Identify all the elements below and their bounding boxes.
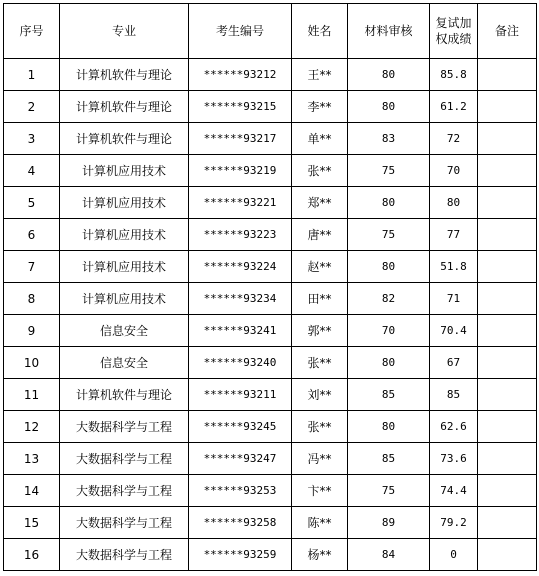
cell-review: 80	[348, 347, 430, 379]
cell-name: 郑**	[292, 187, 348, 219]
header-name: 姓名	[292, 4, 348, 59]
cell-major: 信息安全	[60, 315, 189, 347]
cell-major: 大数据科学与工程	[60, 443, 189, 475]
cell-remark	[478, 539, 537, 571]
cell-seq: 2	[4, 91, 60, 123]
header-major: 专业	[60, 4, 189, 59]
cell-exam-id: ******93223	[189, 219, 292, 251]
cell-seq: 11	[4, 379, 60, 411]
cell-remark	[478, 347, 537, 379]
cell-major: 计算机软件与理论	[60, 123, 189, 155]
cell-seq: 13	[4, 443, 60, 475]
cell-major: 计算机软件与理论	[60, 91, 189, 123]
cell-review: 89	[348, 507, 430, 539]
cell-seq: 8	[4, 283, 60, 315]
cell-exam-id: ******93219	[189, 155, 292, 187]
cell-remark	[478, 411, 537, 443]
cell-name: 杨**	[292, 539, 348, 571]
cell-remark	[478, 155, 537, 187]
cell-remark	[478, 59, 537, 91]
cell-score: 74.4	[430, 475, 478, 507]
header-score: 复试加权成绩	[430, 4, 478, 59]
cell-score: 77	[430, 219, 478, 251]
table-row	[4, 59, 537, 91]
table-row	[4, 219, 537, 251]
cell-review: 75	[348, 475, 430, 507]
cell-major: 信息安全	[60, 347, 189, 379]
cell-review: 84	[348, 539, 430, 571]
cell-seq: 14	[4, 475, 60, 507]
header-seq: 序号	[4, 4, 60, 59]
cell-score: 62.6	[430, 411, 478, 443]
cell-exam-id: ******93212	[189, 59, 292, 91]
cell-remark	[478, 251, 537, 283]
cell-score: 85	[430, 379, 478, 411]
cell-name: 刘**	[292, 379, 348, 411]
table-row	[4, 475, 537, 507]
cell-name: 郭**	[292, 315, 348, 347]
cell-score: 85.8	[430, 59, 478, 91]
cell-exam-id: ******93234	[189, 283, 292, 315]
cell-exam-id: ******93258	[189, 507, 292, 539]
header-exam-id: 考生编号	[189, 4, 292, 59]
cell-score: 71	[430, 283, 478, 315]
table-row	[4, 347, 537, 379]
cell-exam-id: ******93253	[189, 475, 292, 507]
table-row	[4, 411, 537, 443]
cell-major: 计算机应用技术	[60, 155, 189, 187]
cell-major: 计算机应用技术	[60, 283, 189, 315]
table-row	[4, 507, 537, 539]
cell-exam-id: ******93211	[189, 379, 292, 411]
cell-name: 李**	[292, 91, 348, 123]
cell-major: 计算机软件与理论	[60, 59, 189, 91]
cell-review: 80	[348, 91, 430, 123]
cell-remark	[478, 507, 537, 539]
cell-review: 85	[348, 379, 430, 411]
cell-seq: 7	[4, 251, 60, 283]
cell-exam-id: ******93217	[189, 123, 292, 155]
cell-seq: 4	[4, 155, 60, 187]
cell-exam-id: ******93240	[189, 347, 292, 379]
cell-name: 田**	[292, 283, 348, 315]
cell-major: 计算机应用技术	[60, 187, 189, 219]
cell-seq: 10	[4, 347, 60, 379]
cell-score: 80	[430, 187, 478, 219]
cell-score: 70.4	[430, 315, 478, 347]
cell-exam-id: ******93215	[189, 91, 292, 123]
table-row	[4, 539, 537, 571]
header-remark: 备注	[478, 4, 537, 59]
cell-name: 张**	[292, 155, 348, 187]
cell-seq: 16	[4, 539, 60, 571]
cell-major: 大数据科学与工程	[60, 411, 189, 443]
cell-exam-id: ******93224	[189, 251, 292, 283]
cell-seq: 15	[4, 507, 60, 539]
cell-seq: 9	[4, 315, 60, 347]
cell-review: 82	[348, 283, 430, 315]
cell-remark	[478, 315, 537, 347]
cell-name: 冯**	[292, 443, 348, 475]
cell-remark	[478, 187, 537, 219]
cell-seq: 5	[4, 187, 60, 219]
cell-review: 80	[348, 411, 430, 443]
header-row	[4, 4, 537, 59]
cell-seq: 1	[4, 59, 60, 91]
cell-major: 计算机应用技术	[60, 251, 189, 283]
cell-score: 79.2	[430, 507, 478, 539]
cell-score: 72	[430, 123, 478, 155]
cell-remark	[478, 219, 537, 251]
cell-review: 85	[348, 443, 430, 475]
cell-name: 陈**	[292, 507, 348, 539]
cell-name: 单**	[292, 123, 348, 155]
cell-review: 70	[348, 315, 430, 347]
cell-major: 大数据科学与工程	[60, 539, 189, 571]
header-review: 材料审核	[348, 4, 430, 59]
cell-score: 70	[430, 155, 478, 187]
table-row	[4, 379, 537, 411]
cell-remark	[478, 91, 537, 123]
cell-major: 计算机软件与理论	[60, 379, 189, 411]
results-table	[3, 3, 537, 571]
cell-seq: 3	[4, 123, 60, 155]
cell-score: 61.2	[430, 91, 478, 123]
cell-remark	[478, 123, 537, 155]
cell-remark	[478, 379, 537, 411]
table-row	[4, 315, 537, 347]
cell-exam-id: ******93241	[189, 315, 292, 347]
cell-exam-id: ******93245	[189, 411, 292, 443]
cell-major: 大数据科学与工程	[60, 475, 189, 507]
cell-name: 唐**	[292, 219, 348, 251]
cell-review: 80	[348, 59, 430, 91]
table-row	[4, 251, 537, 283]
cell-score: 51.8	[430, 251, 478, 283]
table-row	[4, 91, 537, 123]
table-row	[4, 155, 537, 187]
cell-remark	[478, 283, 537, 315]
cell-remark	[478, 475, 537, 507]
cell-name: 王**	[292, 59, 348, 91]
cell-score: 67	[430, 347, 478, 379]
table-row	[4, 123, 537, 155]
cell-score: 0	[430, 539, 478, 571]
cell-name: 张**	[292, 347, 348, 379]
cell-name: 张**	[292, 411, 348, 443]
cell-review: 83	[348, 123, 430, 155]
cell-major: 计算机应用技术	[60, 219, 189, 251]
cell-exam-id: ******93259	[189, 539, 292, 571]
cell-review: 75	[348, 219, 430, 251]
table-row	[4, 283, 537, 315]
cell-exam-id: ******93221	[189, 187, 292, 219]
table-body	[4, 59, 537, 571]
cell-score: 73.6	[430, 443, 478, 475]
cell-name: 赵**	[292, 251, 348, 283]
cell-name: 卞**	[292, 475, 348, 507]
cell-remark	[478, 443, 537, 475]
cell-seq: 12	[4, 411, 60, 443]
table-row	[4, 187, 537, 219]
cell-review: 80	[348, 187, 430, 219]
cell-review: 80	[348, 251, 430, 283]
cell-major: 大数据科学与工程	[60, 507, 189, 539]
table-row	[4, 443, 537, 475]
cell-exam-id: ******93247	[189, 443, 292, 475]
cell-review: 75	[348, 155, 430, 187]
cell-seq: 6	[4, 219, 60, 251]
